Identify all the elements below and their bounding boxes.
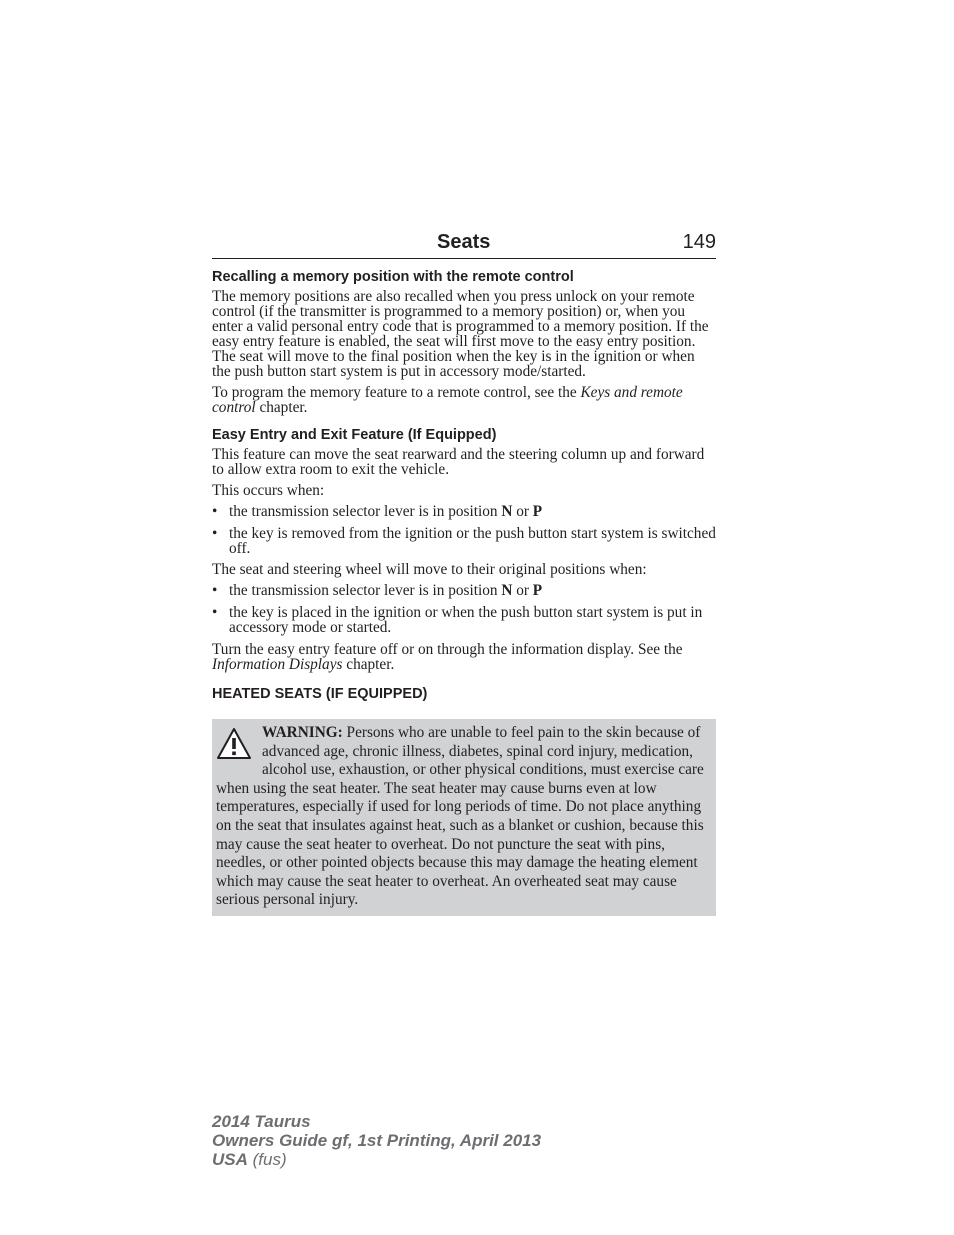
chapter-reference-information-displays: Information Displays [212,656,343,673]
chapter-reference-keys: Keys and remote control [212,384,683,416]
list-item: • the transmission selector lever is in position N or P [212,503,543,520]
page-content [212,268,716,916]
list-item: • the key is removed from the ignition or the push button start system is switched off. [212,525,716,557]
footer-vehicle: 2014 Taurus [212,1112,311,1131]
page-footer [212,1112,541,1169]
paragraph-easy-entry-desc: This feature can move the seat rearward and the steering column up and forward to allow extra room to exit the vehicle. [212,446,705,478]
section-heading-heated-seats: HEATED SEATS (IF EQUIPPED) [212,686,428,702]
footer-guide-info: Owners Guide gf, 1st Printing, April 2013 [212,1131,542,1150]
warning-box [212,719,716,916]
list-item: • the transmission selector lever is in position N or P [212,582,543,599]
section-heading-memory-remote: Recalling a memory position with the remote control [212,269,574,285]
list-item: • the key is placed in the ignition or when the push button start system is put in accessory mode or started. [212,604,703,636]
bullet-list-exit-conditions [212,504,716,556]
bullet-list-return-conditions [212,583,716,635]
paragraph-original-positions: The seat and steering wheel will move to their original positions when: [212,561,647,578]
warning-text: WARNING: Persons who are unable to feel pain to the skin because of advanced age, chronic illness, diabetes, spinal cord injury, medication, alcohol use, exhaustion, or other physical conditions, must exercise care when using the seat heater. The seat heater may cause burns even at low temperatures, especially if used for long periods of time. Do not place anything on the seat that insulates against heat, such as a blanket or cushion, because this may cause the seat heater to overheat. Do not puncture the seat with pins, needles, or other pointed objects because this may damage the heating element which may cause the seat heater to overheat. An overheated seat may cause serious personal injury. [216,724,704,909]
warning-label: WARNING: [262,724,343,741]
paragraph-memory-recall: The memory positions are also recalled when you press unlock on your remote control (if the transmitter is programmed to a memory position) or, when you enter a valid personal entry code that is programmed to a memory position. If the easy entry feature is enabled, the seat will first move to the easy entry position. The seat will move to the final position when the key is in the ignition or when the push button start system is put in accessory mode/started. [212,288,709,380]
paragraph-turn-off-feature: Turn the easy entry feature off or on through the information display. See the Information Displays chapter. [212,641,683,673]
page-number: 149 [682,231,716,253]
page-header [212,230,716,259]
paragraph-program-memory: To program the memory feature to a remote control, see the Keys and remote control chapter. [212,384,683,416]
warning-triangle-icon [216,726,252,762]
section-heading-easy-entry: Easy Entry and Exit Feature (If Equipped) [212,427,497,443]
page-title: Seats [437,231,491,253]
paragraph-occurs-when: This occurs when: [212,482,325,499]
footer-region: USA (fus) [212,1150,287,1169]
